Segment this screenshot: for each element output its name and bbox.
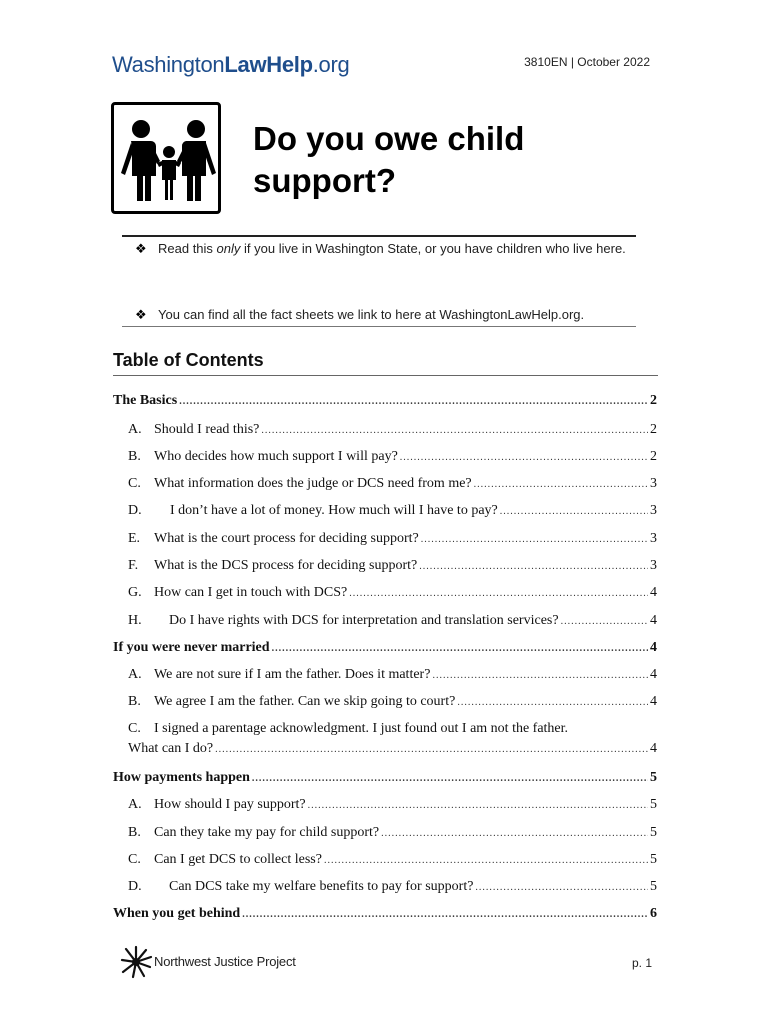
toc-page: 2: [650, 422, 657, 437]
note-1: [135, 238, 633, 260]
toc-page: 4: [650, 694, 657, 709]
toc-page: 6: [650, 906, 657, 921]
toc-page: 3: [650, 531, 657, 546]
toc-item[interactable]: E. What is the court process for deciding support? ..... 3: [128, 531, 657, 547]
toc-rule: [113, 375, 658, 376]
toc-item[interactable]: B. Who decides how much support I will pay? ..... 2: [128, 449, 657, 465]
toc-item-wrapped[interactable]: C. I signed a parentage acknowledgment. I just found out I am not the father. What can I do? ..... 4: [128, 721, 657, 757]
title-line1: Do you owe child: [253, 120, 525, 157]
toc-page: 5: [650, 852, 657, 867]
title-line2: support?: [253, 162, 396, 199]
brand-logo[interactable]: [112, 52, 349, 78]
page-title: [253, 118, 613, 202]
notes-top-rule: [122, 235, 636, 237]
note-1-before: Read this: [158, 241, 217, 256]
toc-item[interactable]: C. Can I get DCS to collect less? ..... 5: [128, 852, 657, 868]
note-1-after: if you live in Washington State, or you have children who live here.: [240, 241, 626, 256]
toc-page: 5: [650, 797, 657, 812]
toc-heading: Table of Contents: [113, 350, 264, 370]
toc-page: 5: [650, 879, 657, 894]
toc-section-payments[interactable]: How payments happen ..... 5: [113, 770, 657, 786]
toc-item[interactable]: D. I don’t have a lot of money. How much will I have to pay? ..... 3: [128, 503, 657, 519]
diamond-bullet-icon: ❖: [135, 241, 147, 256]
toc-page: 2: [650, 449, 657, 464]
toc-item[interactable]: A. We are not sure if I am the father. Does it matter? ..... 4: [128, 667, 657, 683]
toc-item[interactable]: A. How should I pay support? ..... 5: [128, 797, 657, 813]
toc-page: 5: [650, 770, 657, 785]
brand-part3: .org: [312, 52, 350, 77]
toc-item[interactable]: G. How can I get in touch with DCS? ..... 4: [128, 585, 657, 601]
document-id: 3810EN | October 2022: [524, 55, 650, 69]
page-number: p. 1: [632, 956, 653, 970]
sunburst-logo-icon: [120, 945, 156, 979]
toc-page: 4: [650, 640, 657, 655]
toc-item[interactable]: B. Can they take my pay for child support? ..... 5: [128, 825, 657, 841]
toc-page: 3: [650, 558, 657, 573]
toc-item[interactable]: B. We agree I am the father. Can we skip going to court? ..... 4: [128, 694, 657, 710]
note-2: [135, 304, 633, 326]
toc-item[interactable]: A. Should I read this? ..... 2: [128, 422, 657, 438]
note-2-text: You can find all the fact sheets we link to here at WashingtonLawHelp.org.: [158, 307, 585, 322]
brand-part2: LawHelp: [224, 52, 313, 77]
toc-page: 5: [650, 825, 657, 840]
toc-item[interactable]: H. Do I have rights with DCS for interpretation and translation services? ..... 4: [128, 613, 657, 629]
family-icon: [111, 102, 221, 214]
toc-page: 4: [650, 667, 657, 682]
toc-page: 4: [650, 741, 657, 756]
toc-page: 4: [650, 613, 657, 628]
toc-page: 4: [650, 585, 657, 600]
toc-item[interactable]: F. What is the DCS process for deciding support? ..... 3: [128, 558, 657, 574]
footer-org-name: Northwest Justice Project: [154, 954, 296, 969]
toc-page: 2: [650, 393, 657, 408]
toc-section-never-married[interactable]: If you were never married ..... 4: [113, 640, 657, 656]
notes-bottom-rule: [122, 326, 636, 327]
diamond-bullet-icon: ❖: [135, 307, 147, 322]
note-1-emph: only: [216, 241, 241, 256]
toc-item[interactable]: C. What information does the judge or DCS need from me? ..... 3: [128, 476, 657, 492]
toc-section-basics[interactable]: The Basics ..... 2: [113, 393, 657, 409]
toc-page: 3: [650, 503, 657, 518]
toc-section-behind[interactable]: When you get behind ..... 6: [113, 906, 657, 922]
toc-item[interactable]: D. Can DCS take my welfare benefits to pay for support? ..... 5: [128, 879, 657, 895]
brand-part1: Washington: [112, 52, 225, 77]
toc-page: 3: [650, 476, 657, 491]
